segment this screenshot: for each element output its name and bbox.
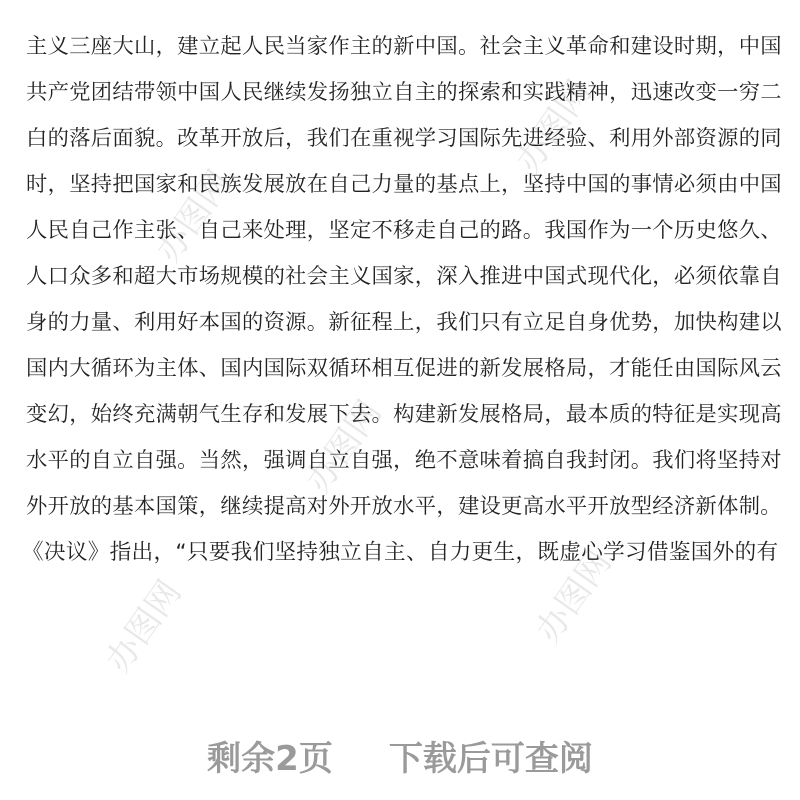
text-line: 外开放的基本国策，继续提高对外开放水平，建设更高水平开放型经济新体制。 bbox=[26, 494, 782, 519]
download-prompt-bar[interactable] bbox=[0, 730, 800, 780]
watermark: 办图网 bbox=[98, 573, 190, 680]
watermark: 办图网 bbox=[528, 543, 620, 650]
text-line: 主义三座大山，建立起人民当家作主的新中国。社会主义革命和建设时期，中国 bbox=[26, 34, 782, 59]
text-line: 人民自己作主张、自己来处理，坚定不移走自己的路。我国作为一个历史悠久、 bbox=[26, 218, 782, 243]
text-line: 时，坚持把国家和民族发展放在自己力量的基点上，坚持中国的事情必须由中国 bbox=[26, 172, 782, 197]
watermark: 办图网 bbox=[508, 73, 600, 180]
remaining-pages-label[interactable]: 剩余2页 bbox=[207, 738, 333, 779]
watermark: 办图网 bbox=[298, 393, 390, 500]
download-to-view-link[interactable]: 下载后可查阅 bbox=[388, 738, 593, 779]
text-line: 人口众多和超大市场规模的社会主义国家，深入推进中国式现代化，必须依靠自 bbox=[26, 264, 782, 289]
text-line: 白的落后面貌。改革开放后，我们在重视学习国际先进经验、利用外部资源的同 bbox=[26, 126, 782, 151]
text-line: 《决议》指出，“只要我们坚持独立自主、自力更生，既虚心学习借鉴国外的有 bbox=[22, 540, 779, 565]
text-line: 国内大循环为主体、国内国际双循环相互促进的新发展格局，才能任由国际风云 bbox=[26, 356, 782, 381]
text-line: 水平的自立自强。当然，强调自立自强，绝不意味着搞自我封闭。我们将坚持对 bbox=[26, 448, 782, 473]
document-body bbox=[22, 24, 786, 576]
text-line: 变幻，始终充满朝气生存和发展下去。构建新发展格局，最本质的特征是实现高 bbox=[26, 402, 782, 427]
watermark: 办图网 bbox=[148, 163, 240, 270]
text-line: 共产党团结带领中国人民继续发扬独立自主的探索和实践精神，迅速改变一穷二 bbox=[26, 80, 782, 105]
text-line: 身的力量、利用好本国的资源。新征程上，我们只有立足自身优势，加快构建以 bbox=[26, 310, 782, 335]
